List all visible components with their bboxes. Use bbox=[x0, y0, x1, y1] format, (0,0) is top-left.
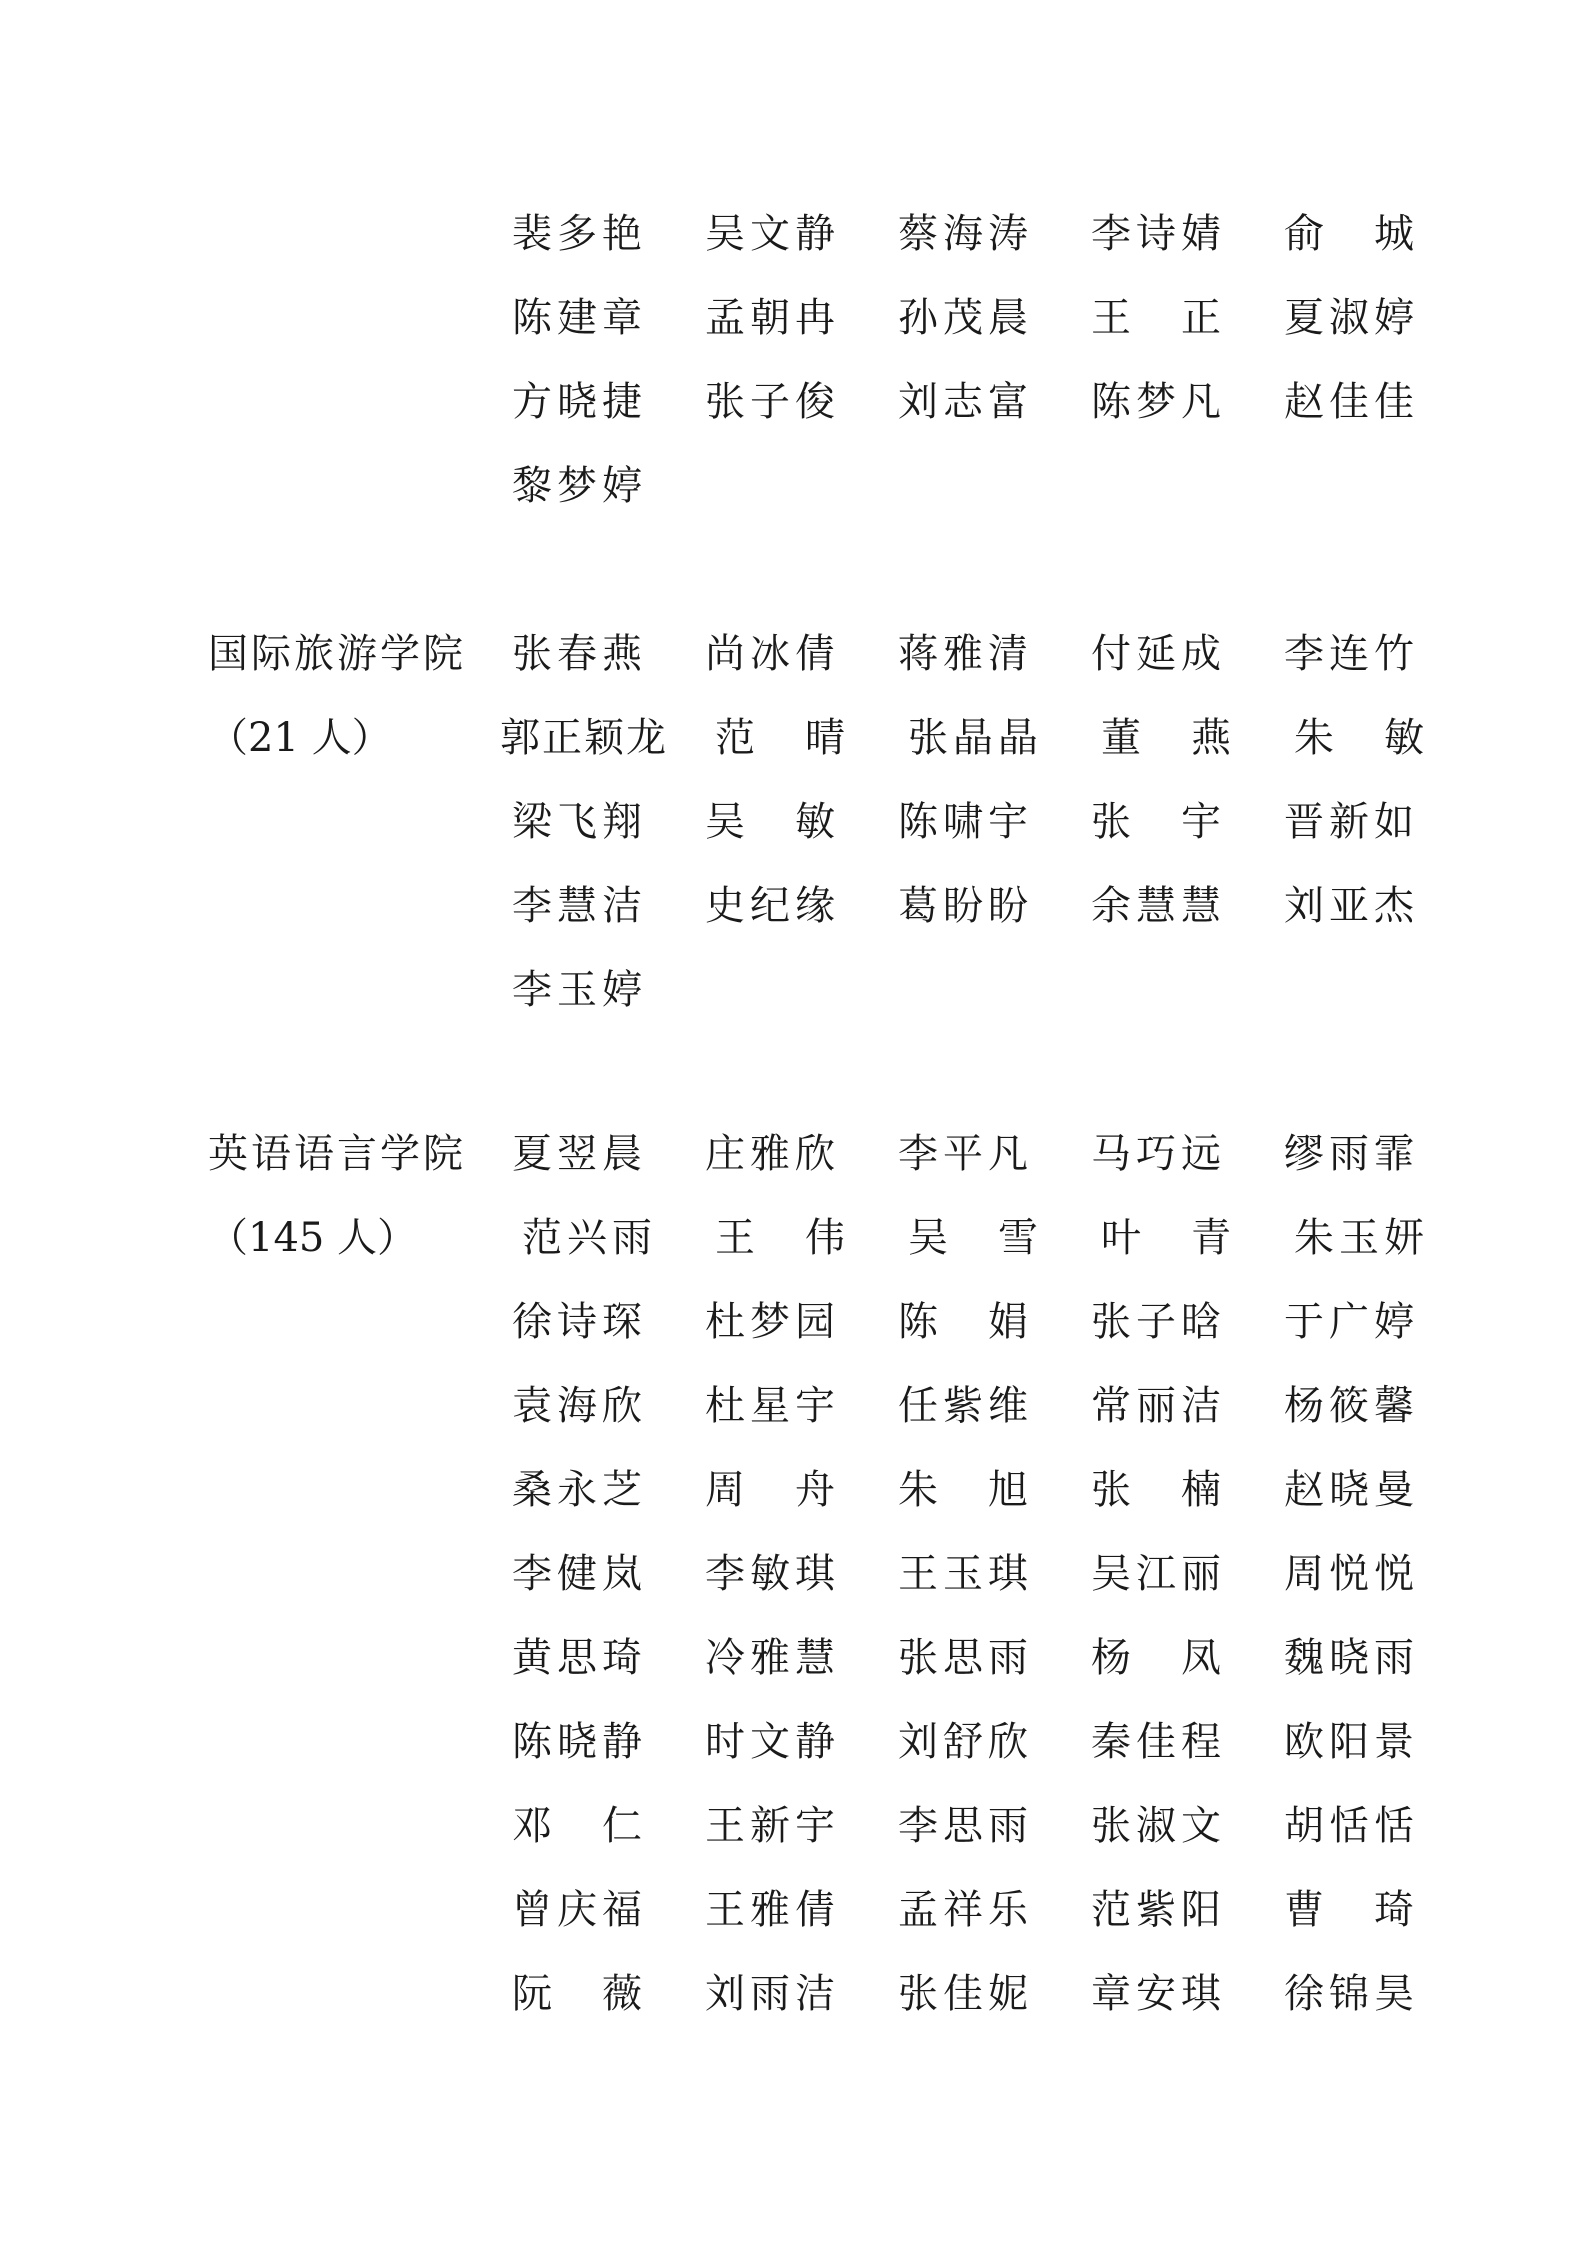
student-name: 叶青 bbox=[1101, 1215, 1231, 1261]
student-name: 马巧远 bbox=[1091, 1131, 1221, 1177]
student-name: 桑永芝 bbox=[512, 1467, 642, 1513]
name-row bbox=[0, 1280, 1587, 1364]
name-row bbox=[0, 1364, 1587, 1448]
student-name: 赵晓曼 bbox=[1284, 1467, 1414, 1513]
student-name: 李连竹 bbox=[1284, 631, 1414, 677]
student-name: 冷雅慧 bbox=[705, 1635, 835, 1681]
student-name: 蒋雅清 bbox=[898, 631, 1028, 677]
student-name: 刘志富 bbox=[898, 379, 1028, 425]
student-name: 李平凡 bbox=[898, 1131, 1028, 1177]
student-name: 缪雨霏 bbox=[1284, 1131, 1414, 1177]
student-name: 魏晓雨 bbox=[1284, 1635, 1414, 1681]
student-name: 蔡海涛 bbox=[898, 211, 1028, 257]
student-name: 史纪缘 bbox=[705, 883, 835, 929]
student-name: 吴江丽 bbox=[1091, 1551, 1221, 1597]
student-name: 范紫阳 bbox=[1091, 1887, 1221, 1933]
student-name: 秦佳程 bbox=[1091, 1719, 1221, 1765]
student-name: 裴多艳 bbox=[512, 211, 642, 257]
college-count: （21 人） bbox=[208, 715, 392, 761]
student-name: 刘亚杰 bbox=[1284, 883, 1414, 929]
student-name: 任紫维 bbox=[898, 1383, 1028, 1429]
student-name: 张晶晶 bbox=[908, 715, 1038, 761]
student-name: 张春燕 bbox=[512, 631, 642, 677]
name-row bbox=[0, 1700, 1587, 1784]
student-name: 刘舒欣 bbox=[898, 1719, 1028, 1765]
student-name: 李慧洁 bbox=[512, 883, 642, 929]
name-grid bbox=[0, 192, 1587, 528]
student-name: 袁海欣 bbox=[512, 1383, 642, 1429]
name-row bbox=[0, 192, 1587, 276]
student-name: 杜梦园 bbox=[705, 1299, 835, 1345]
student-name: 孟朝冉 bbox=[705, 295, 835, 341]
student-name: 徐诗琛 bbox=[512, 1299, 642, 1345]
student-name: 付延成 bbox=[1091, 631, 1221, 677]
student-name: 朱敏 bbox=[1294, 715, 1424, 761]
student-name: 黄思琦 bbox=[512, 1635, 642, 1681]
student-name: 郭正颖龙 bbox=[500, 715, 666, 761]
student-name: 周悦悦 bbox=[1284, 1551, 1414, 1597]
student-name: 朱旭 bbox=[898, 1467, 1028, 1513]
name-row bbox=[0, 1196, 1587, 1280]
student-name: 吴雪 bbox=[908, 1215, 1038, 1261]
student-name: 时文静 bbox=[705, 1719, 835, 1765]
student-name: 陈晓静 bbox=[512, 1719, 642, 1765]
student-name: 张子俊 bbox=[705, 379, 835, 425]
student-name: 李敏琪 bbox=[705, 1551, 835, 1597]
student-name: 陈梦凡 bbox=[1091, 379, 1221, 425]
student-name: 葛盼盼 bbox=[898, 883, 1028, 929]
student-name: 吴文静 bbox=[705, 211, 835, 257]
student-name: 王雅倩 bbox=[705, 1887, 835, 1933]
student-name: 杜星宇 bbox=[705, 1383, 835, 1429]
college-name: 英语语言学院 bbox=[208, 1131, 466, 1177]
student-name: 方晓捷 bbox=[512, 379, 642, 425]
student-name: 王玉琪 bbox=[898, 1551, 1028, 1597]
student-name: 尚冰倩 bbox=[705, 631, 835, 677]
student-name: 徐锦昊 bbox=[1284, 1971, 1414, 2017]
student-name: 赵佳佳 bbox=[1284, 379, 1414, 425]
college-name: 国际旅游学院 bbox=[208, 631, 466, 677]
student-name: 张楠 bbox=[1091, 1467, 1221, 1513]
student-name: 夏翌晨 bbox=[512, 1131, 642, 1177]
name-row bbox=[0, 612, 1587, 696]
name-row bbox=[0, 1532, 1587, 1616]
name-row bbox=[0, 1448, 1587, 1532]
student-name: 章安琪 bbox=[1091, 1971, 1221, 2017]
student-name: 陈娟 bbox=[898, 1299, 1028, 1345]
student-name: 陈啸宇 bbox=[898, 799, 1028, 845]
name-row bbox=[0, 360, 1587, 444]
name-row bbox=[0, 1952, 1587, 2036]
student-name: 邓仁 bbox=[512, 1803, 642, 1849]
student-name: 余慧慧 bbox=[1091, 883, 1221, 929]
student-name: 李诗婧 bbox=[1091, 211, 1221, 257]
student-name: 曹琦 bbox=[1284, 1887, 1414, 1933]
name-row bbox=[0, 780, 1587, 864]
student-name: 张宇 bbox=[1091, 799, 1221, 845]
student-name: 董燕 bbox=[1101, 715, 1231, 761]
student-name: 曾庆福 bbox=[512, 1887, 642, 1933]
student-name: 孟祥乐 bbox=[898, 1887, 1028, 1933]
name-row bbox=[0, 696, 1587, 780]
student-name: 胡恬恬 bbox=[1284, 1803, 1414, 1849]
student-name: 欧阳景 bbox=[1284, 1719, 1414, 1765]
name-grid bbox=[0, 612, 1587, 1032]
student-name: 常丽洁 bbox=[1091, 1383, 1221, 1429]
student-name: 梁飞翔 bbox=[512, 799, 642, 845]
college-count: （145 人） bbox=[208, 1215, 418, 1261]
name-row bbox=[0, 276, 1587, 360]
name-grid bbox=[0, 1112, 1587, 2036]
student-name: 张子晗 bbox=[1091, 1299, 1221, 1345]
student-name: 朱玉妍 bbox=[1294, 1215, 1424, 1261]
student-name: 张思雨 bbox=[898, 1635, 1028, 1681]
student-name: 李思雨 bbox=[898, 1803, 1028, 1849]
student-name: 王伟 bbox=[715, 1215, 845, 1261]
name-row bbox=[0, 864, 1587, 948]
student-name: 陈建章 bbox=[512, 295, 642, 341]
student-name: 王新宇 bbox=[705, 1803, 835, 1849]
name-row bbox=[0, 1868, 1587, 1952]
student-name: 范晴 bbox=[715, 715, 845, 761]
student-name: 李玉婷 bbox=[512, 967, 642, 1013]
name-row bbox=[0, 1112, 1587, 1196]
name-row bbox=[0, 1784, 1587, 1868]
student-name: 杨筱馨 bbox=[1284, 1383, 1414, 1429]
student-name: 孙茂晨 bbox=[898, 295, 1028, 341]
student-name: 周舟 bbox=[705, 1467, 835, 1513]
name-row bbox=[0, 948, 1587, 1032]
student-name: 吴敏 bbox=[705, 799, 835, 845]
student-name: 晋新如 bbox=[1284, 799, 1414, 845]
student-name: 夏淑婷 bbox=[1284, 295, 1414, 341]
student-name: 阮薇 bbox=[512, 1971, 642, 2017]
student-name: 俞城 bbox=[1284, 211, 1414, 257]
student-name: 张淑文 bbox=[1091, 1803, 1221, 1849]
name-row bbox=[0, 1616, 1587, 1700]
student-name: 刘雨洁 bbox=[705, 1971, 835, 2017]
student-name: 张佳妮 bbox=[898, 1971, 1028, 2017]
student-name: 范兴雨 bbox=[522, 1215, 652, 1261]
name-row bbox=[0, 444, 1587, 528]
student-name: 杨凤 bbox=[1091, 1635, 1221, 1681]
student-name: 王正 bbox=[1091, 295, 1221, 341]
student-name: 庄雅欣 bbox=[705, 1131, 835, 1177]
student-name: 于广婷 bbox=[1284, 1299, 1414, 1345]
student-name: 黎梦婷 bbox=[512, 463, 642, 509]
student-name: 李健岚 bbox=[512, 1551, 642, 1597]
